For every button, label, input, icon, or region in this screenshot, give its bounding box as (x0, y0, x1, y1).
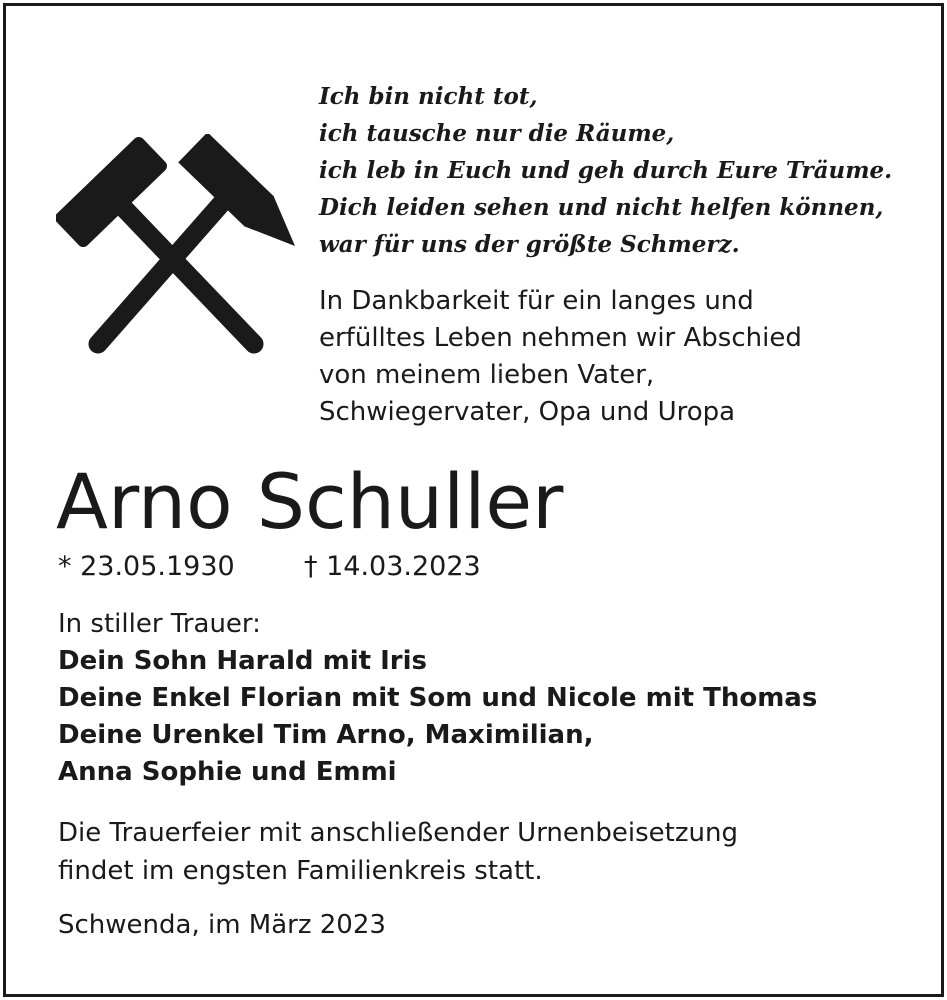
farewell-line: erfülltes Leben nehmen wir Abschied (319, 323, 802, 353)
poem-line: ich tausche nur die Räume, (319, 120, 675, 147)
poem-line: war für uns der größte Schmerz. (319, 231, 740, 258)
place-and-date: Schwenda, im März 2023 (58, 910, 386, 940)
mourner-line: Deine Urenkel Tim Arno, Maximilian, (58, 720, 594, 750)
ceremony-line: Die Trauerfeier mit anschließender Urnenbeisetzung (58, 818, 738, 848)
death-date: † 14.03.2023 (304, 551, 481, 582)
mourner-line: Dein Sohn Harald mit Iris (58, 646, 427, 676)
poem (319, 78, 919, 263)
hammer-and-pick-icon (56, 134, 306, 364)
ceremony-line: findet im engsten Familienkreis statt. (58, 856, 543, 886)
poem-line: ich leb in Euch und geh durch Eure Träume. (319, 157, 893, 184)
farewell-text (319, 283, 919, 431)
ceremony-note (58, 814, 738, 890)
mourning-label: In stiller Trauer: (58, 609, 261, 639)
mourners-list (58, 643, 817, 791)
poem-line: Dich leiden sehen und nicht helfen können, (319, 194, 884, 221)
deceased-name: Arno Schuller (56, 457, 564, 546)
mourner-line: Deine Enkel Florian mit Som und Nicole mit Thomas (58, 683, 818, 713)
farewell-line: In Dankbarkeit für ein langes und (319, 286, 754, 316)
farewell-line: Schwiegervater, Opa und Uropa (319, 397, 736, 427)
poem-line: Ich bin nicht tot, (319, 83, 538, 110)
mourner-line: Anna Sophie und Emmi (58, 757, 397, 787)
obituary-frame (3, 3, 944, 997)
farewell-line: von meinem lieben Vater, (319, 360, 655, 390)
birth-date: * 23.05.1930 (58, 551, 235, 582)
